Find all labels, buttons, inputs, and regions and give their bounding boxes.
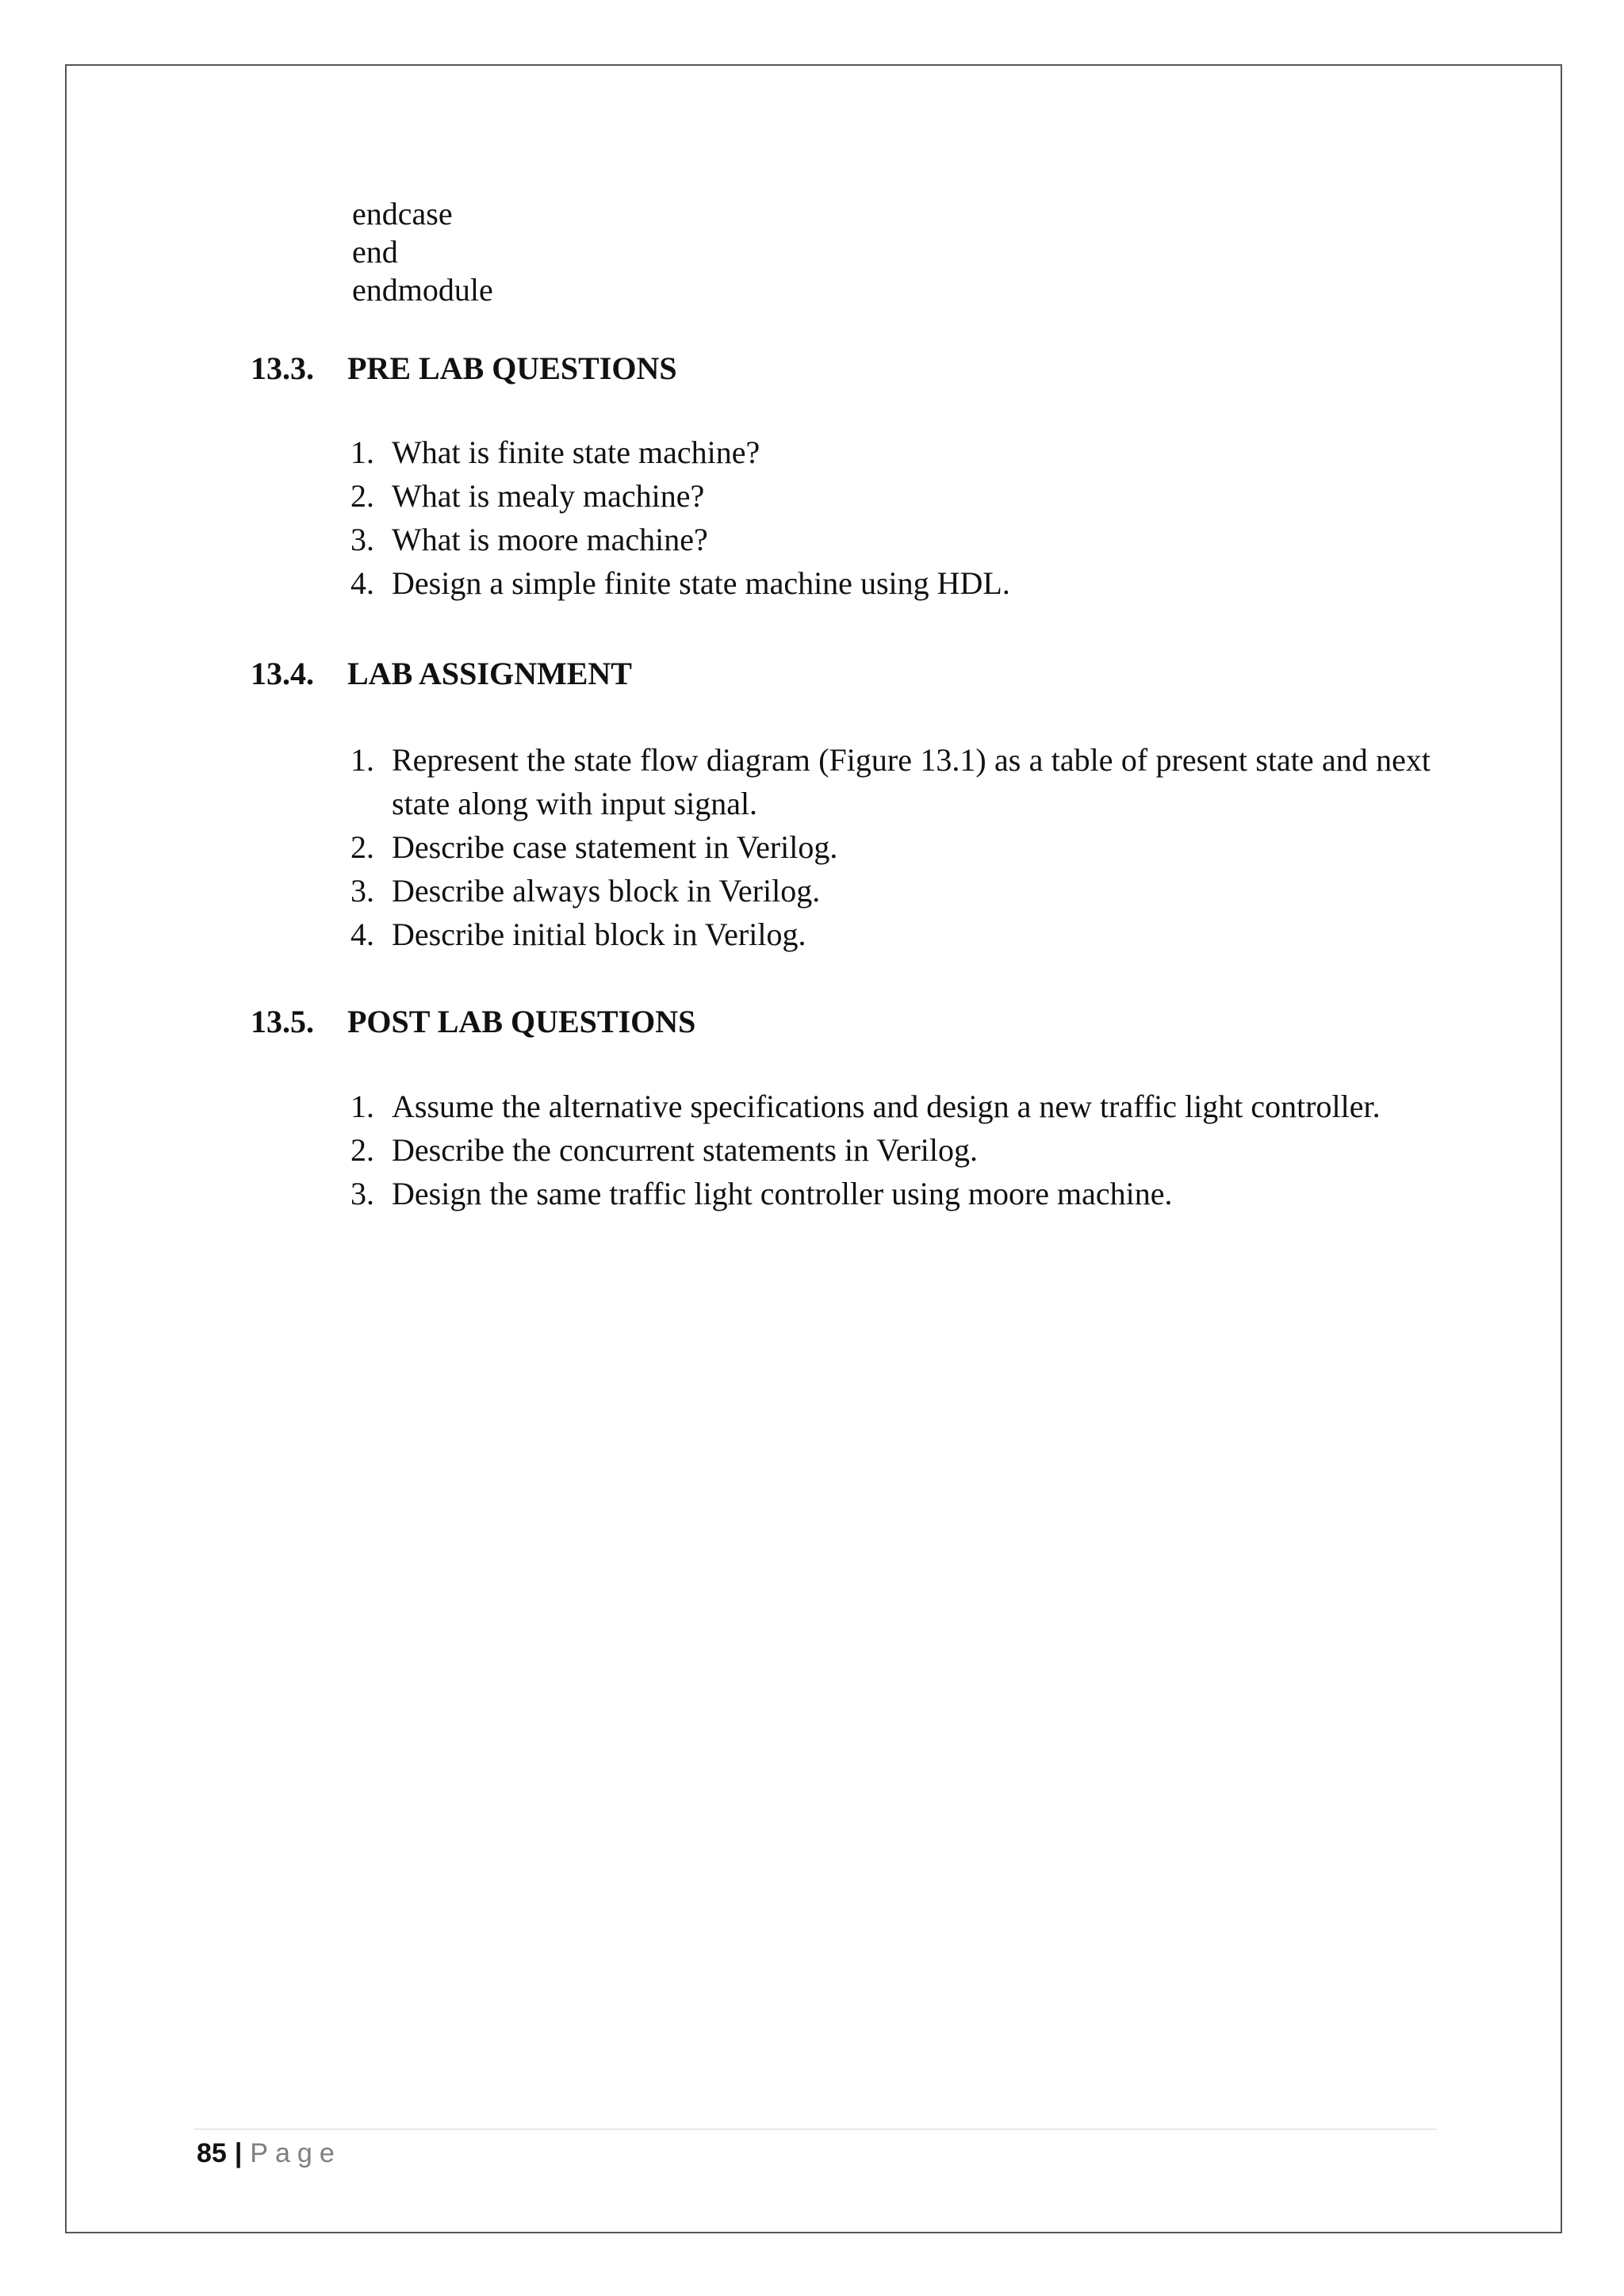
page-label: Page [250,2138,342,2168]
list-item-text: Describe case statement in Verilog. [392,829,838,865]
list-item-text: Describe always block in Verilog. [392,873,821,909]
footer-separator: | [234,2138,243,2168]
list-item-text: What is finite state machine? [392,434,760,470]
section-heading-pre-lab [251,350,677,388]
list-item-text: Design a simple finite state machine using HDL. [392,565,1010,601]
list-item-text: Assume the alternative specifications and design a new traffic light controller. [392,1089,1381,1124]
section-heading-post-lab [251,1003,695,1041]
list-item [350,869,1431,913]
list-item [350,474,1431,518]
list-item-text: Describe initial block in Verilog. [392,916,806,952]
list-item-text: What is mealy machine? [392,478,705,514]
list-item-text: Describe the concurrent statements in Verilog. [392,1132,979,1168]
list-marker: 2. [350,829,374,865]
code-snippet [352,195,493,309]
page-number: 85 [197,2138,227,2168]
post-lab-question-list [350,1085,1431,1215]
list-item [350,1128,1431,1172]
section-title: PRE LAB QUESTIONS [347,350,677,386]
list-marker: 3. [350,1176,374,1211]
section-title: POST LAB QUESTIONS [347,1004,696,1039]
section-title: LAB ASSIGNMENT [347,656,632,691]
list-item [350,518,1431,561]
code-line: endcase [352,196,453,232]
lab-assignment-list [350,738,1431,956]
section-number: 13.4. [251,656,314,691]
list-marker: 1. [350,434,374,470]
list-marker: 1. [350,1089,374,1124]
pre-lab-question-list [350,430,1431,605]
list-item [350,430,1431,474]
list-item [350,738,1431,825]
list-item [350,561,1431,605]
list-marker: 2. [350,1132,374,1168]
list-item [350,913,1431,956]
code-line: endmodule [352,272,493,308]
list-item-text: Design the same traffic light controller using moore machine. [392,1176,1173,1211]
list-marker: 2. [350,478,374,514]
list-item [350,1085,1431,1128]
list-marker: 4. [350,565,374,601]
footer-divider [193,2129,1437,2130]
list-marker: 1. [350,742,374,778]
code-line: end [352,234,398,270]
list-item [350,825,1431,869]
list-item-text: Represent the state flow diagram (Figure 13.1) as a table of present state and next state along with input signal. [392,742,1431,821]
list-marker: 3. [350,873,374,909]
list-marker: 4. [350,916,374,952]
list-item [350,1172,1431,1215]
section-number: 13.3. [251,350,314,386]
list-item-text: What is moore machine? [392,522,708,557]
section-heading-lab-assignment [251,655,632,693]
page-footer [197,2136,342,2171]
list-marker: 3. [350,522,374,557]
section-number: 13.5. [251,1004,314,1039]
